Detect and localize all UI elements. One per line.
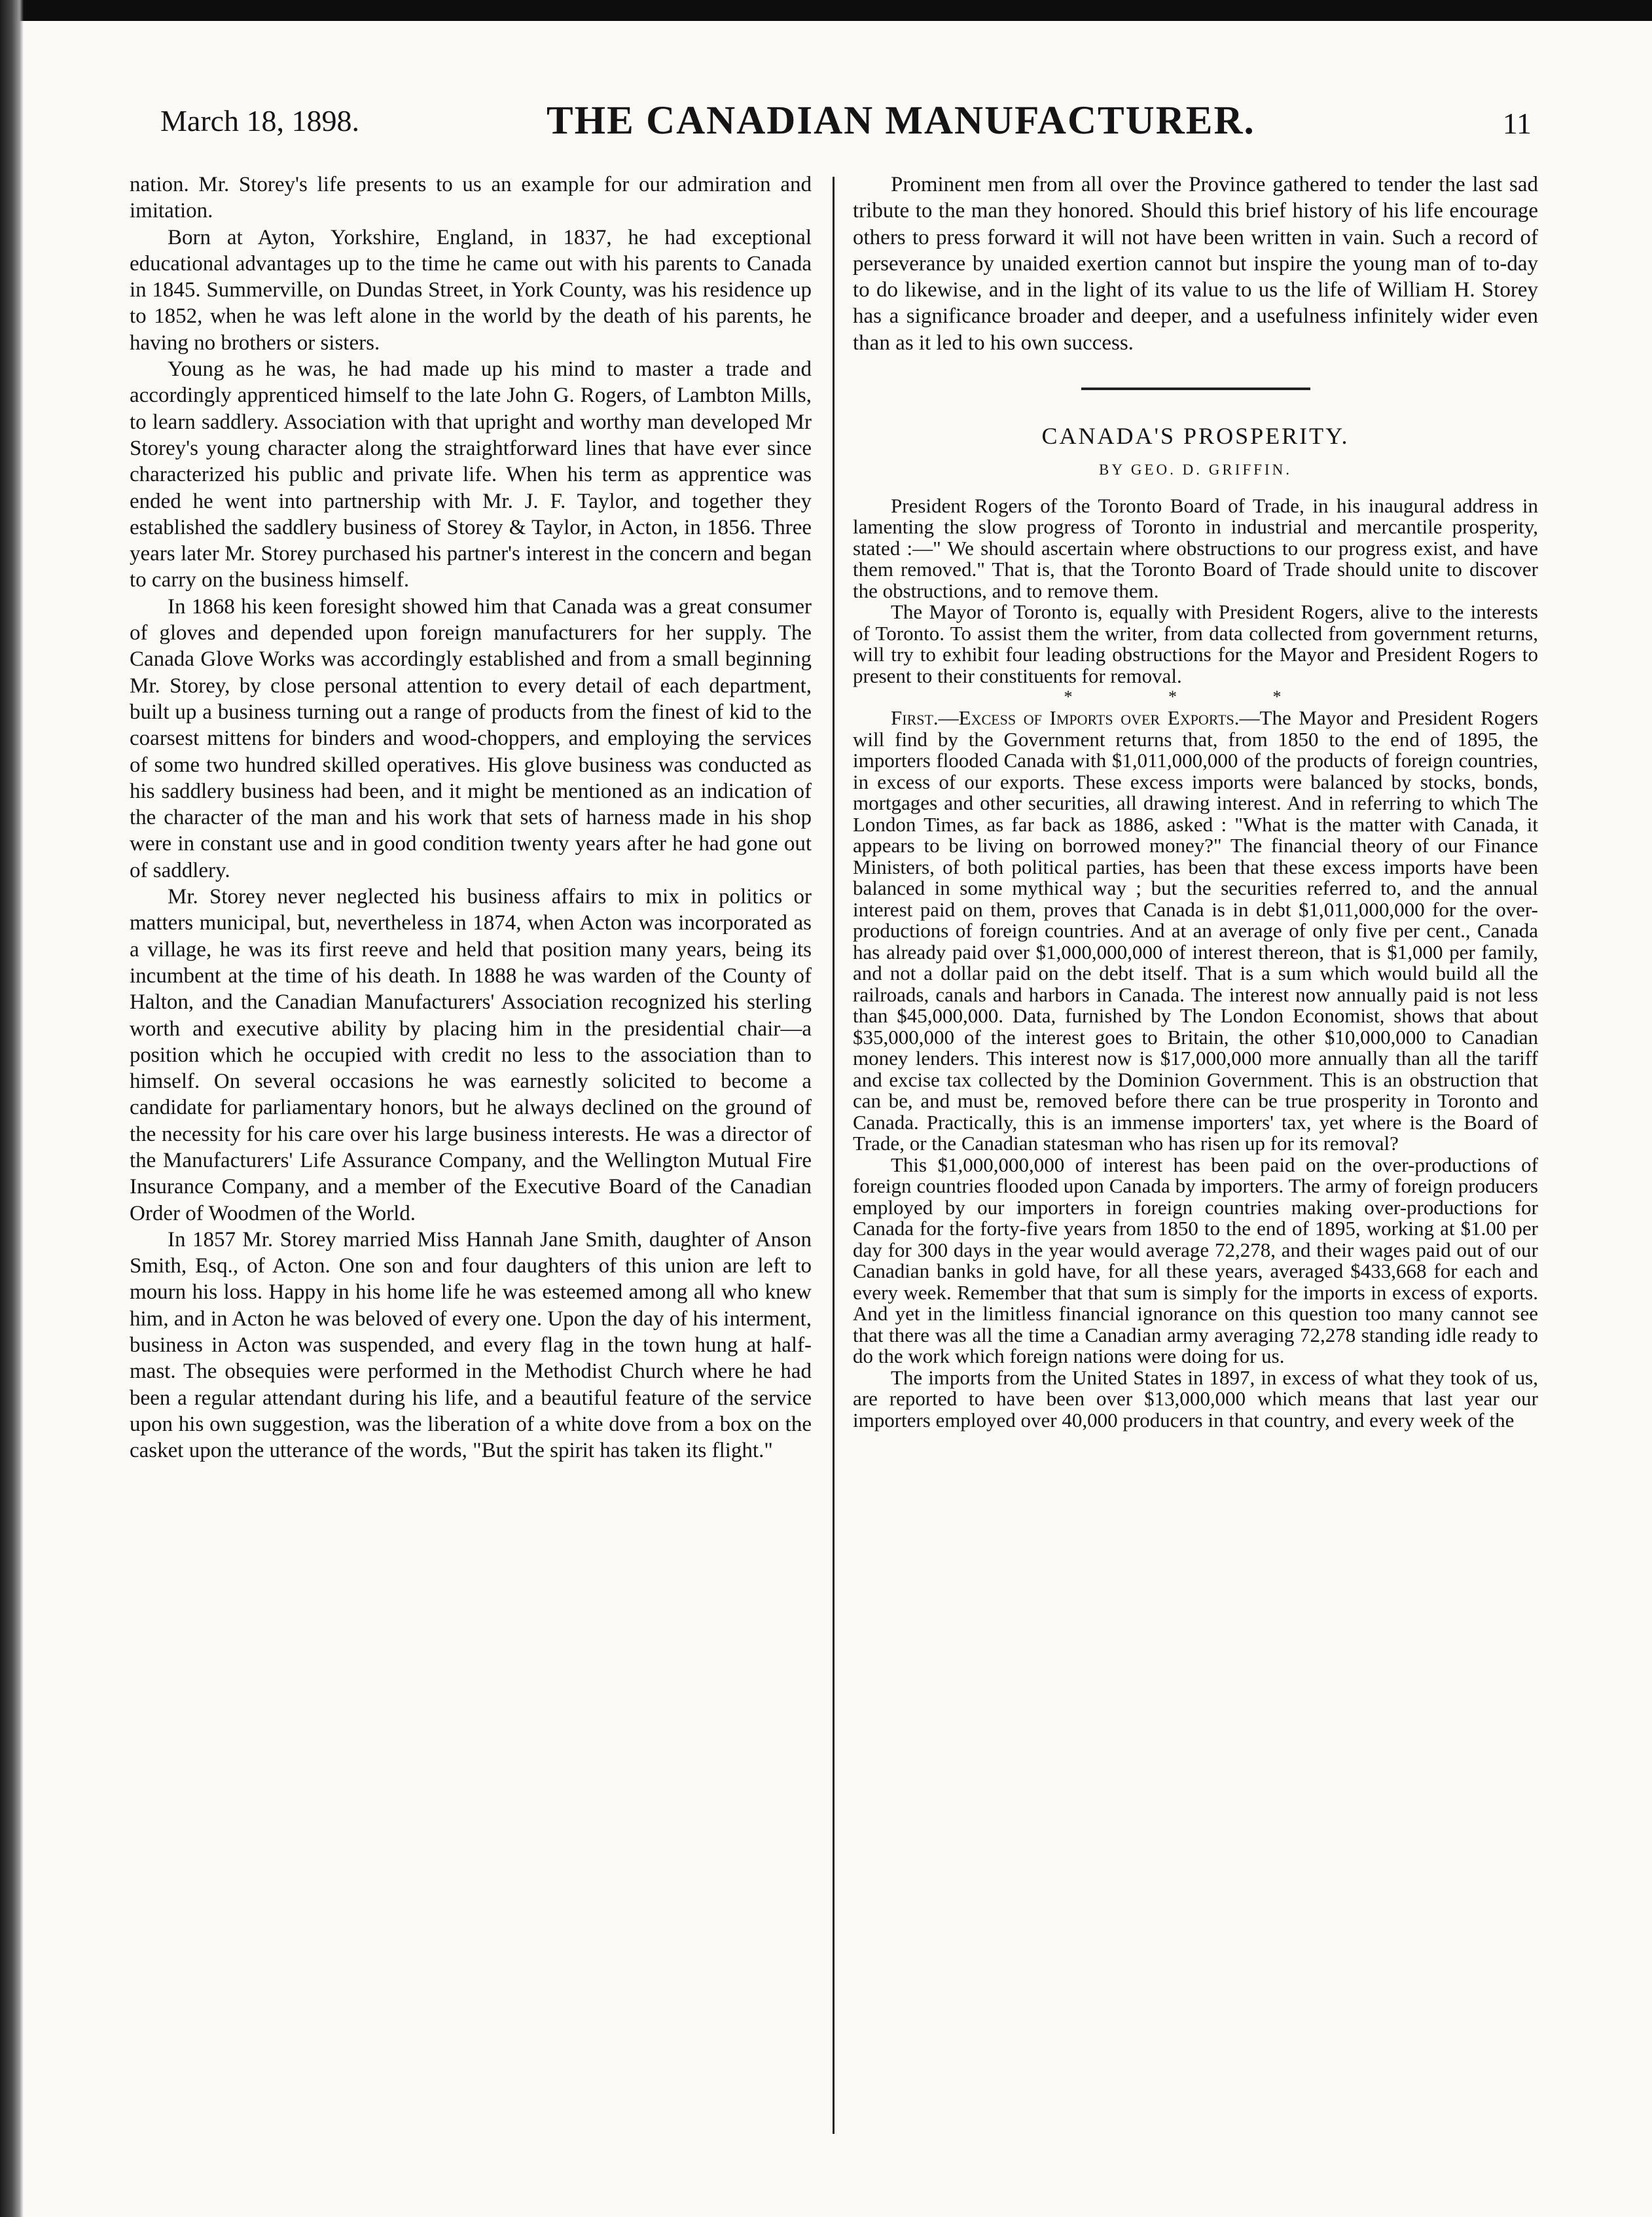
page-header — [160, 98, 1532, 157]
section-break-stars: * * * — [1064, 687, 1327, 707]
paragraph: This $1,000,000,000 of interest has been paid on the over-productions of foreign countries flooded upon Canada by importers. The army of foreign producers employed by our importers in foreign countries making over-productions for Canada for the forty-five years from 1850 to the end of 1895, working at $1.00 per day for 300 days in the year would average 72,278, and their wages paid out of our Canadian banks in gold have, for all these years, averaged $433,668 for each and every week. Remember that that sum is simply for the imports in excess of exports. And yet in the limitless financial ignorance on this question too many cannot see that there was all the time a Canadian army averaging 72,278 standing idle ready to do the work which foreign nations were doing for us. — [853, 1153, 1538, 1368]
page-number: 11 — [1502, 107, 1532, 140]
paragraph: Mr. Storey never neglected his business affairs to mix in politics or matters municipal, but, nevertheless in 1874, when Acton was incorporated as a village, he was its first reeve and held that position many years, being its incumbent at the time of his death. In 1888 he was warden of the County of Halton, and the Canadian Manufacturers' Association recognized his sterling worth and executive ability by placing him in the presidential chair—a position which he occupied with credit no less to the association than to himself. On several occasions he was earnestly solicited to become a candidate for parliamentary honors, but he always declined on the ground of the necessity for his care over his large business interests. He was a director of the Manufacturers' Life Assurance Company, and the Wellington Mutual Fire Insurance Company, and a member of the Executive Board of the Canadian Order of Woodmen of the World. — [130, 885, 812, 1225]
paragraph: President Rogers of the Toronto Board of Trade, in his inaugural address in lamenting the slow progress of Toronto in industrial and mercantile prosperity, stated :—" We should ascertain where obstructions to our progress exist, and have them removed." That is, that the Toronto Board of Trade should unite to discover the obstructions, and to remove them. — [853, 494, 1538, 602]
paragraph: In 1868 his keen foresight showed him that Canada was a great consumer of gloves and depended upon foreign manufacturers for her supply. The Canada Glove Works was accordingly established and from a small beginning Mr. Storey, by close personal attention to every detail of each department, built up a business turning out a range of products from the finest of kid to the coarsest mittens for binders and wood-choppers, and employing the services of some two hundred skilled operatives. His glove business was conducted as his saddlery business had been, and it might be mentioned as an indication of the character of the man and his work that sets of harness made in his shop were in constant use and in good condition twenty years after he had gone out of saddlery. — [130, 594, 812, 882]
paragraph: nation. Mr. Storey's life presents to us an example for our admiration and imitation. — [130, 173, 812, 223]
scan-top-border — [0, 0, 1652, 21]
left-column — [130, 171, 812, 1464]
paragraph: Prominent men from all over the Province gathered to tender the last sad tribute to the man they honored. Should this brief history of his life encourage others to press forward it will not have been written in vain. Such a record of perseverance by unaided exertion cannot but inspire the young man of to-day to do likewise, and in the light of its value to us the life of William H. Storey has a significance broader and deeper, and a usefulness infinitely wider even than as it led to his own success. — [853, 173, 1538, 355]
paragraph: Young as he was, he had made up his mind to master a trade and accordingly apprenticed himself to the late John G. Rogers, of Lambton Mills, to learn saddlery. Association with that upright and worthy man developed Mr Storey's young character along the straightforward lines that have ever since characterized his public and private life. When his term as apprentice was ended he went into partnership with Mr. J. F. Taylor, and together they established the saddlery business of Storey & Taylor, in Acton, in 1856. Three years later Mr. Storey purchased his partner's interest in the concern and began to carry on the business himself. — [130, 357, 812, 592]
article-body — [853, 496, 1538, 1432]
section-rule — [1081, 388, 1310, 390]
scan-left-edge — [0, 0, 24, 2217]
paragraph: The imports from the United States in 1897, in excess of what they took of us, are reported to have been over $13,000,000 which means that last year our importers employed over 40,000 producers in that country, and every week of the — [853, 1365, 1538, 1432]
column-divider — [833, 177, 835, 2134]
article-title: CANADA'S PROSPERITY. — [1041, 423, 1350, 450]
paragraph: In 1857 Mr. Storey married Miss Hannah Jane Smith, daughter of Anson Smith, Esq., of Acton. One son and four daughters of this union are left to mourn his loss. Happy in his home life he was esteemed among all who knew him, and in Acton he was beloved of every one. Upon the day of his interment, business in Acton was suspended, and every flag in the town hung at half-mast. The obsequies were performed in the Methodist Church where he had been a regular attendant during his life, and a beautiful feature of the service upon his own suggestion, was the liberation of a white dove from a box on the casket upon the utterance of the words, "But the spirit has taken its flight." — [130, 1227, 812, 1463]
paragraph: First.—Excess of Imports over Exports.—The Mayor and President Rogers will find by the Government returns that, from 1850 to the end of 1895, the importers flooded Canada with $1,011,000,000 of the products of foreign countries, in excess of our exports. These excess imports were balanced by stocks, bonds, mortgages and other securities, all drawing interest. And in referring to which The London Times, as far back as 1886, asked : "What is the matter with Canada, it appears to be living on borrowed money?" The financial theory of our Finance Ministers, of both political parties, has been that these excess imports have been balanced in some mythical way ; but the securities referred to, and the annual interest paid on them, proves that Canada is in debt $1,011,000,000 for the over-productions of foreign countries. And at an average of only five per cent., Canada has already paid over $1,000,000,000 of interest thereon, that is $1,000 per family, and not a dollar paid on the debt itself. That is a sum which would build all the railroads, canals and harbors in Canada. The interest now annually paid is not less than $45,000,000. Data, furnished by The London Economist, shows that about $35,000,000 of the interest goes to Britain, the other $10,000,000 to Canadian money lenders. This interest now is $17,000,000 more annually than all the tariff and excise tax collected by the Dominion Government. This is an obstruction that can be, and must be, removed before there can be true prosperity in Toronto and Canada. Practically, this is an immense importers' tax, yet where is the Board of Trade, or the Canadian statesman who has risen up for its removal? — [853, 706, 1539, 1155]
publication-title: THE CANADIAN MANUFACTURER. — [547, 99, 1255, 143]
right-column — [853, 171, 1538, 1431]
paragraph: The Mayor of Toronto is, equally with President Rogers, alive to the interests of Toronto. To assist them the writer, from data collected from government returns, will try to exhibit four leading obstructions for the Mayor and President Rogers to present to their constituents for removal. — [853, 600, 1538, 687]
issue-date: March 18, 1898. — [160, 104, 360, 137]
article-byline: BY GEO. D. GRIFFIN. — [1099, 461, 1292, 478]
paragraph: Born at Ayton, Yorkshire, England, in 1837, he had exceptional educational advantages up to the time he came out with his parents to Canada in 1845. Summerville, on Dundas Street, in York County, was his residence up to 1852, when he was left alone in the world by the death of his parents, he having no brothers or sisters. — [130, 225, 812, 355]
subsection-heading: First.—Excess of Imports over Exports. — [891, 706, 1240, 730]
